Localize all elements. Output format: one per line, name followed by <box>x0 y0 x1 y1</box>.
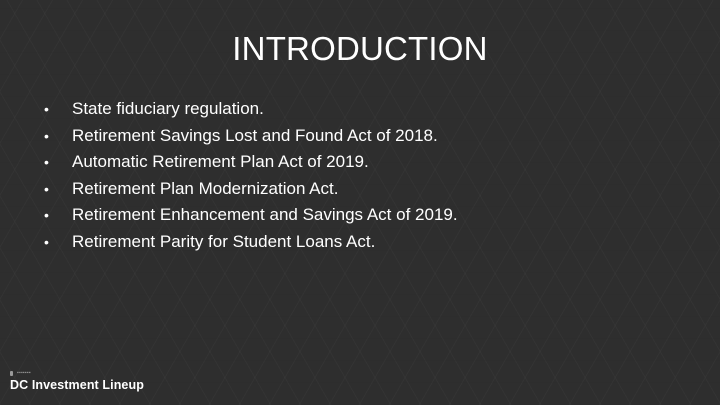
bullet-marker: • <box>44 127 49 144</box>
bullet-text: Retirement Plan Modernization Act. <box>72 178 339 198</box>
bullet-list <box>44 96 684 255</box>
slide-title: INTRODUCTION <box>232 30 488 67</box>
footer-fine-print: ▪▪▪▪▪▪▪ <box>17 370 31 376</box>
bullet-text: Retirement Parity for Student Loans Act. <box>72 231 376 251</box>
footer-brand: DC Investment Lineup <box>10 378 144 392</box>
bullet-text: Automatic Retirement Plan Act of 2019. <box>72 152 369 171</box>
bullet-text: Retirement Savings Lost and Found Act of 2018. <box>72 125 438 145</box>
bullet-item <box>44 229 684 256</box>
footer-logo-mark <box>10 369 144 377</box>
bullet-text: Retirement Enhancement and Savings Act of 2019. <box>72 205 458 224</box>
bullet-marker: • <box>44 207 49 223</box>
bullet-marker: • <box>44 154 49 170</box>
bullet-item <box>44 123 684 150</box>
pin-icon <box>10 371 13 376</box>
footer <box>10 369 144 392</box>
bullet-marker: • <box>44 101 49 117</box>
bullet-marker: • <box>44 180 49 197</box>
bullet-text: State fiduciary regulation. <box>72 99 264 118</box>
bullet-item <box>44 149 684 176</box>
bullet-item <box>44 96 684 123</box>
bullet-item <box>44 202 684 229</box>
bullet-item <box>44 176 684 203</box>
bullet-marker: • <box>44 233 49 250</box>
